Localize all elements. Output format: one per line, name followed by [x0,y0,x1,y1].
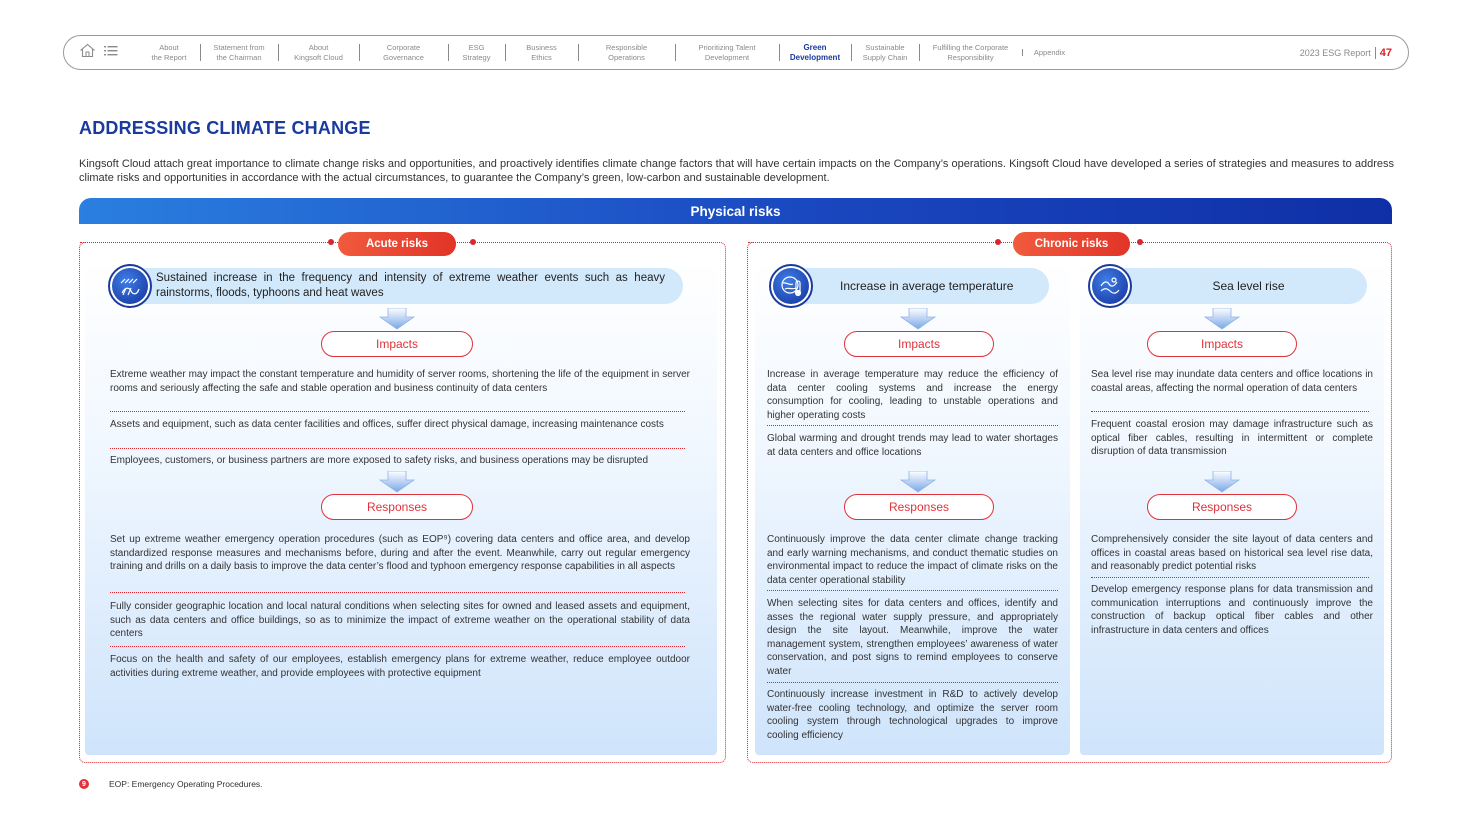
down-arrow-icon [1204,471,1240,493]
nav-item-corporate-governance[interactable]: Corporate Governance [359,43,448,62]
report-page-label [1300,47,1408,59]
temperature-response-3: Continuously increase investment in R&D to actively develop water-free cooling technology, and optimize the server room cooling system through technological upgrades to improve cooling efficiency [767,689,1058,741]
dotted-separator [1091,411,1369,412]
acute-impact-1: Extreme weather may impact the constant temperature and humidity of server rooms, shortening the life of the equipment in server rooms and seriously affecting the safe and stable operation and business continuity of data centers [110,369,690,394]
temperature-heading: Increase in average temperature [780,268,1049,304]
acute-impact-2: Assets and equipment, such as data center facilities and offices, suffer direct physical damage, increasing maintenance costs [110,419,664,430]
footnote-text: EOP: Emergency Operating Procedures. [109,779,263,789]
down-arrow-icon [900,308,936,330]
down-arrow-icon [379,308,415,330]
temperature-responses-label: Responses [844,494,994,520]
report-label: 2023 ESG Report [1299,47,1371,58]
tag-dot [995,239,1001,245]
temperature-response-1: Continuously improve the data center climate change tracking and early warning mechanisms, and conduct thematic studies on environmental impact to reduce the impact of climate risks on the data center operational stability [767,534,1058,586]
dotted-separator [767,425,1058,426]
sea-level-response-1: Comprehensively consider the site layout of data centers and offices in coastal areas based on historical sea level rise data, and reasonably predict potential risks [1091,534,1373,572]
nav-item-about-kingsoft[interactable]: About Kingsoft Cloud [278,43,359,62]
dotted-separator [110,592,685,593]
sea-level-impact-1: Sea level rise may inundate data centers and office locations in coastal areas, affecting the normal operation of data centers [1091,369,1373,394]
nav-icons [64,43,138,63]
dotted-separator [110,411,685,412]
sea-level-response-2: Develop emergency response plans for data transmission and communication interruptions and continuously improve the construction of backup optical fiber cables and other infrastructure in data centers and offices [1091,584,1373,636]
dotted-separator [767,590,1058,591]
acute-risk-heading: Sustained increase in the frequency and intensity of extreme weather events such as heavy rainstorms, floods, typhoons and heat waves [118,268,683,304]
menu-list-icon[interactable] [104,44,118,62]
nav-items [138,36,1077,69]
home-icon[interactable] [79,43,96,63]
tag-connector [80,242,330,243]
nav-item-about-report[interactable]: About the Report [151,43,187,62]
sea-level-responses-label: Responses [1147,494,1297,520]
tag-dot [470,239,476,245]
extreme-weather-icon [108,264,152,308]
tag-dot [1137,239,1143,245]
nav-item-responsible-operations[interactable]: Responsible Operations [578,43,675,62]
temperature-impact-2: Global warming and drought trends may lead to water shortages at data centers and office locations [767,433,1058,458]
acute-response-1: Set up extreme weather emergency operation procedures (such as EOP⁹) covering data centers and office area, and develop standardized response measures and mechanisms before, during and after the event. Meanwhile, carry out regular emergency training and drills on a daily basis to improve the data center’s flood and typhoon emergency response capabilities in all aspects [110,534,690,572]
acute-response-3: Focus on the health and safety of our employees, establish emergency plans for extreme weather, reduce employee outdoor activities during extreme weather, and provide employees with protective equipment [110,654,690,679]
nav-item-supply-chain[interactable]: Sustainable Supply Chain [851,43,919,62]
nav-item-business-ethics[interactable]: Business Ethics [505,43,578,62]
tag-dot [328,239,334,245]
dotted-separator [767,682,1058,683]
acute-impact-3: Employees, customers, or business partners are more exposed to safety risks, and business operations may be disrupted [110,455,649,466]
nav-item-green-development[interactable]: Green Development [779,43,851,62]
down-arrow-icon [1204,308,1240,330]
sea-level-impact-2: Frequent coastal erosion may damage infrastructure such as optical fiber cables, resulting in intermittent or complete disruption of data transmission [1091,419,1373,457]
temperature-impact-1: Increase in average temperature may reduce the efficiency of data center cooling systems and increase the energy consumption for cooling, leading to unstable operations and higher operating costs [767,369,1058,421]
tag-connector [748,242,998,243]
nav-item-chairman-statement[interactable]: Statement from the Chairman [200,43,278,62]
page-number: 47 [1375,47,1392,59]
acute-responses-label: Responses [321,494,473,520]
thermometer-globe-icon [769,264,813,308]
dotted-separator [1091,577,1369,578]
down-arrow-icon [900,471,936,493]
page-title: ADDRESSING CLIMATE CHANGE [79,118,371,138]
nav-item-appendix[interactable]: Appendix [1022,48,1077,58]
temperature-impacts-label: Impacts [844,331,994,357]
chronic-risks-tag: Chronic risks [1013,232,1130,256]
intro-paragraph: Kingsoft Cloud attach great importance to climate change risks and opportunities, and proactively identifies climate change factors that will have certain impacts on the Company’s operations. Kingsoft Cloud have developed a series of strategies and measures to address climate risks and opportunities in accordance with the actual circumstances, to guarantee the Company’s green, low-carbon and sustainable development. [79,158,1394,184]
footnote-marker: 9 [79,779,89,789]
nav-item-talent-development[interactable]: Prioritizing Talent Development [675,43,779,62]
temperature-response-2: When selecting sites for data centers and offices, identify and asses the regional water supply pressure, and appropriately design the site layout. Meanwhile, improve the water management system, strengthen employees’ awareness of water conservation, and post signs to remind employees to conserve water [767,598,1058,677]
dotted-separator [110,646,685,647]
nav-item-esg-strategy[interactable]: ESG Strategy [448,43,505,62]
acute-risks-tag: Acute risks [338,232,456,256]
sea-level-impacts-label: Impacts [1147,331,1297,357]
physical-risks-banner: Physical risks [79,198,1392,224]
acute-impacts-label: Impacts [321,331,473,357]
acute-response-2: Fully consider geographic location and local natural conditions when selecting sites for owned and leased assets and equipment, such as data centers and office buildings, so as to minimize the impact of extreme weather on the operational stability of data centers [110,601,690,639]
dotted-separator [110,448,685,449]
nav-item-corporate-responsibility[interactable]: Fulfilling the Corporate Responsibility [919,43,1022,62]
sea-level-heading: Sea level rise [1100,268,1367,304]
top-navigation [63,35,1409,70]
wave-icon [1088,264,1132,308]
down-arrow-icon [379,471,415,493]
footnote [79,779,263,789]
